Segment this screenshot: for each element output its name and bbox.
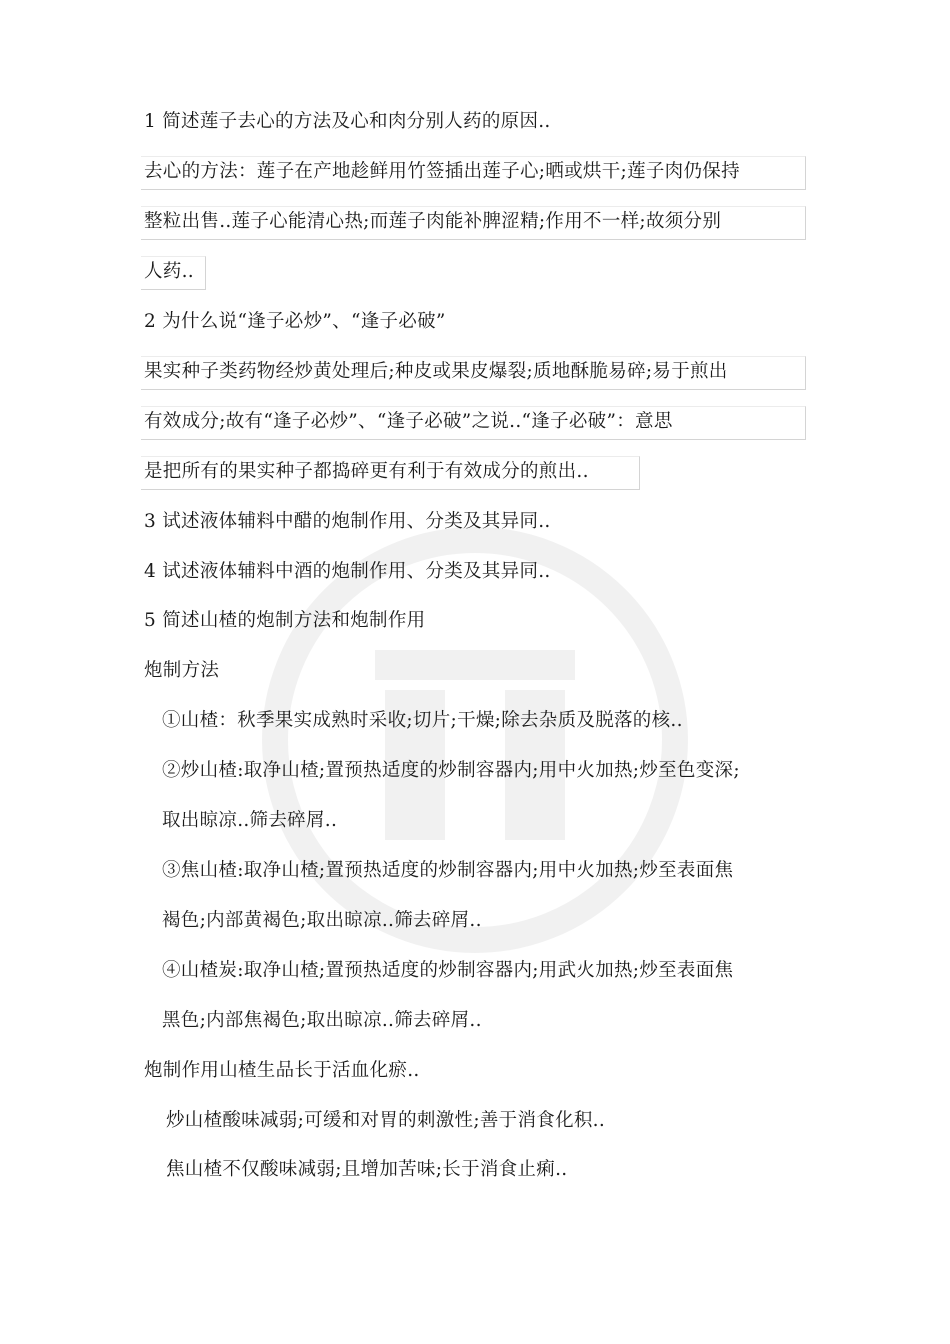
question-1-answer-line-3: 人药.. bbox=[144, 261, 194, 282]
method-item-fried: ②炒山楂:取净山楂;置预热适度的炒制容器内;用中火加热;炒至色变深; bbox=[162, 760, 740, 781]
effects-heading: 炮制作用山楂生品长于活血化瘀.. bbox=[144, 1060, 420, 1081]
question-1-title: 1 简述莲子去心的方法及心和肉分别人药的原因.. bbox=[144, 111, 551, 132]
question-1-answer-line-1: 去心的方法：莲子在产地趁鲜用竹签插出莲子心;晒或烘干;莲子肉仍保持 bbox=[144, 161, 740, 182]
method-item-scorched: ③焦山楂:取净山楂;置预热适度的炒制容器内;用中火加热;炒至表面焦 bbox=[162, 860, 734, 881]
question-1-answer-line-2: 整粒出售..莲子心能清心热;而莲子肉能补脾涩精;作用不一样;故须分别 bbox=[144, 211, 722, 232]
methods-heading: 炮制方法 bbox=[144, 660, 220, 681]
method-item-scorched-cont: 褐色;内部黄褐色;取出晾凉..筛去碎屑.. bbox=[162, 910, 482, 931]
question-2-answer-line-2: 有效成分;故有“逢子必炒”、“逢子必破”之说..“逢子必破”：意思 bbox=[144, 411, 673, 432]
question-5-title: 5 简述山楂的炮制方法和炮制作用 bbox=[144, 610, 426, 631]
method-item-charred: ④山楂炭:取净山楂;置预热适度的炒制容器内;用武火加热;炒至表面焦 bbox=[162, 960, 734, 981]
question-3-title: 3 试述液体辅料中醋的炮制作用、分类及其异同.. bbox=[144, 511, 551, 532]
method-item-fried-cont: 取出晾凉..筛去碎屑.. bbox=[162, 810, 338, 831]
method-item-charred-cont: 黑色;内部焦褐色;取出晾凉..筛去碎屑.. bbox=[162, 1010, 482, 1031]
effect-item-fried: 炒山楂酸味减弱;可缓和对胃的刺激性;善于消食化积.. bbox=[166, 1110, 606, 1131]
question-2-answer-line-1: 果实种子类药物经炒黄处理后;种皮或果皮爆裂;质地酥脆易碎;易于煎出 bbox=[144, 361, 728, 382]
question-2-answer-line-3: 是把所有的果实种子都捣碎更有利于有效成分的煎出.. bbox=[144, 461, 589, 482]
effect-item-scorched: 焦山楂不仅酸味减弱;且增加苦味;长于消食止痢.. bbox=[166, 1159, 568, 1180]
question-2-title: 2 为什么说“逢子必炒”、“逢子必破” bbox=[144, 311, 446, 332]
question-4-title: 4 试述液体辅料中酒的炮制作用、分类及其异同.. bbox=[144, 561, 551, 582]
method-item-raw: ①山楂：秋季果实成熟时采收;切片;干燥;除去杂质及脱落的核.. bbox=[162, 710, 683, 731]
